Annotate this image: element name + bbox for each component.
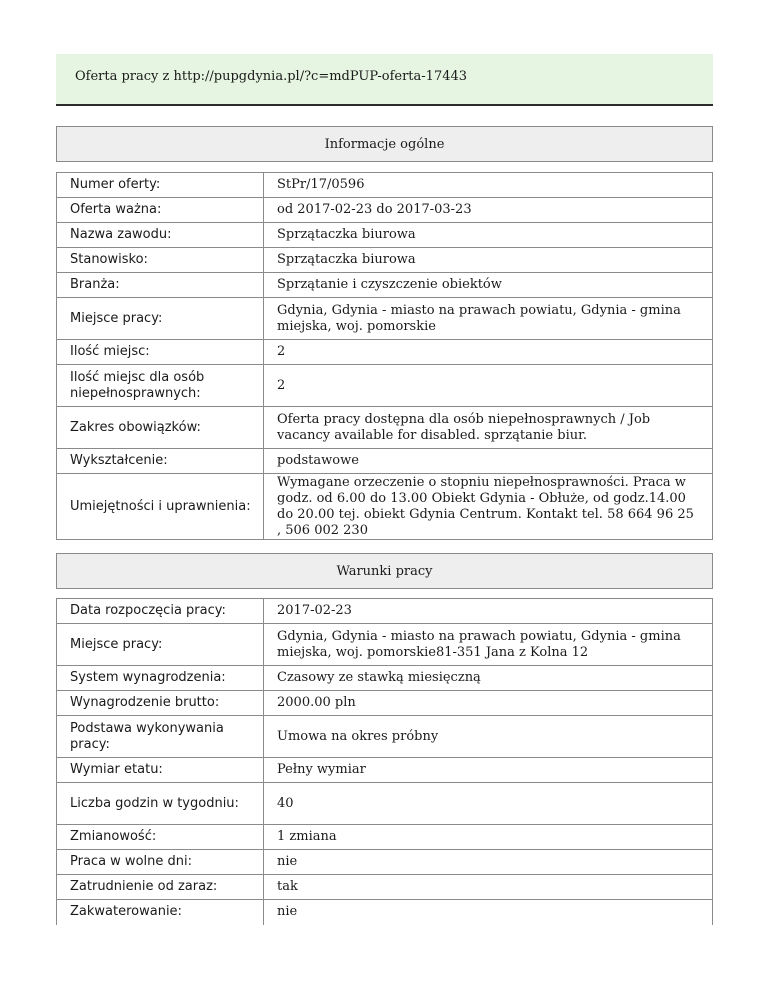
row-value: nie — [264, 850, 713, 875]
row-value: Gdynia, Gdynia - miasto na prawach powiatu, Gdynia - gmina miejska, woj. pomorskie — [264, 298, 713, 340]
table-row — [57, 173, 713, 198]
table-row — [57, 449, 713, 474]
row-value: Wymagane orzeczenie o stopniu niepełnosprawności. Praca w godz. od 6.00 do 13.00 Obiekt Gdynia - Obłuże, od godz.14.00 do 20.00 tej. obiekt Gdynia Centrum. Kontakt tel. 58 664 96 25 , 506 002 230 — [264, 474, 713, 540]
table-row — [57, 365, 713, 407]
table-row — [57, 875, 713, 900]
row-value: tak — [264, 875, 713, 900]
row-value: od 2017-02-23 do 2017-03-23 — [264, 198, 713, 223]
table-row — [57, 273, 713, 298]
row-label: Data rozpoczęcia pracy: — [57, 599, 264, 624]
row-label: Ilość miejsc dla osób niepełnosprawnych: — [57, 365, 264, 407]
row-label: Stanowisko: — [57, 248, 264, 273]
table-row — [57, 758, 713, 783]
section-title-conditions: Warunki pracy — [56, 553, 713, 589]
row-value: 2000.00 pln — [264, 691, 713, 716]
table-row — [57, 407, 713, 449]
row-label: Numer oferty: — [57, 173, 264, 198]
table-row — [57, 666, 713, 691]
row-label: Branża: — [57, 273, 264, 298]
row-label: Nazwa zawodu: — [57, 223, 264, 248]
row-value: 2 — [264, 365, 713, 407]
row-label: Zmianowość: — [57, 825, 264, 850]
table-row — [57, 198, 713, 223]
row-label: Ilość miejsc: — [57, 340, 264, 365]
row-value: Pełny wymiar — [264, 758, 713, 783]
row-label: Wynagrodzenie brutto: — [57, 691, 264, 716]
offer-source-text: Oferta pracy z http://pupgdynia.pl/?c=mdPUP-oferta-17443 — [75, 69, 468, 84]
row-label: Liczba godzin w tygodniu: — [57, 783, 264, 825]
table-row — [57, 298, 713, 340]
row-label: Wykształcenie: — [57, 449, 264, 474]
row-label: Praca w wolne dni: — [57, 850, 264, 875]
general-info-table — [56, 172, 713, 540]
row-value: Sprzątaczka biurowa — [264, 248, 713, 273]
row-value: Sprzątaczka biurowa — [264, 223, 713, 248]
row-value: 1 zmiana — [264, 825, 713, 850]
row-value: StPr/17/0596 — [264, 173, 713, 198]
row-value: Sprzątanie i czyszczenie obiektów — [264, 273, 713, 298]
row-value: 2017-02-23 — [264, 599, 713, 624]
table-row — [57, 825, 713, 850]
row-value: Oferta pracy dostępna dla osób niepełnosprawnych / Job vacancy available for disabled. sprzątanie biur. — [264, 407, 713, 449]
work-conditions-table — [56, 598, 713, 925]
row-value: 2 — [264, 340, 713, 365]
row-label: Podstawa wykonywania pracy: — [57, 716, 264, 758]
row-label: Zakres obowiązków: — [57, 407, 264, 449]
row-value: 40 — [264, 783, 713, 825]
row-label: Miejsce pracy: — [57, 624, 264, 666]
row-label: Oferta ważna: — [57, 198, 264, 223]
table-row — [57, 223, 713, 248]
row-value: Gdynia, Gdynia - miasto na prawach powiatu, Gdynia - gmina miejska, woj. pomorskie81-351 Jana z Kolna 12 — [264, 624, 713, 666]
table-row — [57, 783, 713, 825]
table-row — [57, 691, 713, 716]
table-row — [57, 900, 713, 925]
row-label: Wymiar etatu: — [57, 758, 264, 783]
row-value: Umowa na okres próbny — [264, 716, 713, 758]
row-value: Czasowy ze stawką miesięczną — [264, 666, 713, 691]
section-title-general: Informacje ogólne — [56, 126, 713, 162]
row-label: System wynagrodzenia: — [57, 666, 264, 691]
table-row — [57, 624, 713, 666]
table-row — [57, 716, 713, 758]
row-label: Umiejętności i uprawnienia: — [57, 474, 264, 540]
table-row — [57, 340, 713, 365]
row-value: podstawowe — [264, 449, 713, 474]
table-row — [57, 248, 713, 273]
offer-source-header — [56, 54, 713, 106]
table-row — [57, 599, 713, 624]
row-label: Zakwaterowanie: — [57, 900, 264, 925]
table-row — [57, 474, 713, 540]
row-label: Miejsce pracy: — [57, 298, 264, 340]
row-value: nie — [264, 900, 713, 925]
table-row — [57, 850, 713, 875]
row-label: Zatrudnienie od zaraz: — [57, 875, 264, 900]
